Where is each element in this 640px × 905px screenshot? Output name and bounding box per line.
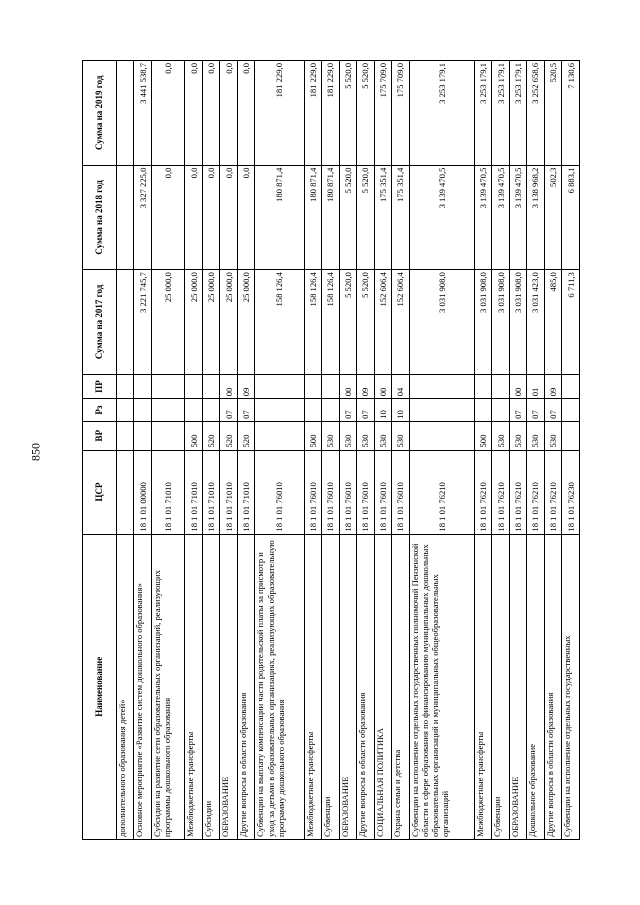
cell-y2017: 5 520,0 (339, 270, 356, 375)
cell-rz: 10 (392, 399, 409, 422)
cell-y2019: 520,5 (544, 61, 561, 166)
cell-name: дополнительного образования детей» (117, 534, 134, 839)
cell-y2019: 181 229,0 (322, 61, 339, 166)
cell-vr: 530 (492, 421, 509, 450)
cell-vr: 520 (220, 421, 237, 450)
cell-y2018: 3 327 225,0 (134, 165, 151, 270)
cell-rz (185, 399, 202, 422)
table-row (134, 61, 151, 840)
cell-name: Субвенции на выплату компенсации части родительской платы за присмотр и уход за детьми в образовательных организациях, реализующих образовательную программу дошкольного образования (255, 534, 304, 839)
cell-rz: 07 (509, 399, 526, 422)
cell-vr: 520 (237, 421, 254, 450)
cell-y2017: 3 031 908,0 (509, 270, 526, 375)
table-row (357, 61, 374, 840)
cell-y2017: 152 606,4 (374, 270, 391, 375)
header-vr: ВР (83, 421, 117, 450)
cell-y2019: 175 709,0 (392, 61, 409, 166)
table-row (374, 61, 391, 840)
cell-name: Субсидии (202, 534, 219, 839)
table-row (392, 61, 409, 840)
cell-pr (562, 374, 580, 399)
cell-y2019: 5 520,0 (357, 61, 374, 166)
cell-name: Субсидии на развитие сети образовательных организаций, реализующих программы дошкольного образования (151, 534, 184, 839)
cell-pr (255, 374, 304, 399)
cell-csr: 18 1 01 76210 (509, 450, 526, 534)
cell-y2019 (117, 61, 134, 166)
cell-vr: 530 (357, 421, 374, 450)
cell-y2018: 3 139 470,5 (409, 165, 474, 270)
cell-csr: 18 1 01 00000 (134, 450, 151, 534)
cell-csr: 18 1 01 76010 (322, 450, 339, 534)
cell-csr: 18 1 01 76010 (255, 450, 304, 534)
cell-rz: 07 (527, 399, 544, 422)
cell-pr: 01 (527, 374, 544, 399)
cell-y2017: 485,0 (544, 270, 561, 375)
cell-pr (202, 374, 219, 399)
table-container (82, 60, 580, 840)
cell-pr (134, 374, 151, 399)
cell-rz (117, 399, 134, 422)
cell-rz: 10 (374, 399, 391, 422)
cell-y2018: 5 520,0 (339, 165, 356, 270)
cell-rz (492, 399, 509, 422)
table-row (527, 61, 544, 840)
cell-y2018: 3 138 968,2 (527, 165, 544, 270)
cell-csr: 18 1 01 76010 (304, 450, 321, 534)
cell-name: Межбюджетные трансферты (185, 534, 202, 839)
cell-vr: 500 (185, 421, 202, 450)
cell-pr: 09 (237, 374, 254, 399)
cell-name: Субвенции (322, 534, 339, 839)
table-row (117, 61, 134, 840)
cell-y2018: 175 351,4 (392, 165, 409, 270)
cell-pr (151, 374, 184, 399)
cell-y2019: 3 252 658,6 (527, 61, 544, 166)
cell-vr (562, 421, 580, 450)
table-row (185, 61, 202, 840)
cell-vr: 530 (509, 421, 526, 450)
table-row (237, 61, 254, 840)
cell-vr: 500 (304, 421, 321, 450)
cell-rz: 07 (357, 399, 374, 422)
cell-y2019: 3 253 179,1 (474, 61, 491, 166)
cell-y2017: 3 031 423,0 (527, 270, 544, 375)
cell-csr: 18 1 01 76210 (474, 450, 491, 534)
cell-pr: 00 (339, 374, 356, 399)
cell-csr: 18 1 01 76210 (492, 450, 509, 534)
cell-y2019: 7 130,6 (562, 61, 580, 166)
header-2018: Сумма на 2018 год (83, 165, 117, 270)
header-name: Наименование (83, 534, 117, 839)
cell-name: Охрана семьи и детства (392, 534, 409, 839)
cell-rz (562, 399, 580, 422)
cell-vr (151, 421, 184, 450)
cell-vr: 530 (392, 421, 409, 450)
cell-rz (322, 399, 339, 422)
cell-rz (409, 399, 474, 422)
cell-vr: 530 (322, 421, 339, 450)
header-rz: Рз (83, 399, 117, 422)
cell-y2017 (117, 270, 134, 375)
cell-y2019: 3 253 179,1 (509, 61, 526, 166)
cell-vr: 500 (474, 421, 491, 450)
table-row (544, 61, 561, 840)
table-row (202, 61, 219, 840)
cell-y2017: 3 031 908,0 (409, 270, 474, 375)
cell-csr (117, 450, 134, 534)
cell-name: Другие вопросы в области образования (237, 534, 254, 839)
cell-name: ОБРАЗОВАНИЕ (509, 534, 526, 839)
cell-y2018: 0,0 (151, 165, 184, 270)
cell-rz: 07 (237, 399, 254, 422)
cell-y2019: 3 253 179,1 (492, 61, 509, 166)
cell-y2019: 0,0 (185, 61, 202, 166)
cell-pr: 00 (509, 374, 526, 399)
cell-name: Субвенции (492, 534, 509, 839)
cell-csr: 18 1 01 76210 (544, 450, 561, 534)
cell-vr (134, 421, 151, 450)
cell-csr: 18 1 01 76010 (357, 450, 374, 534)
cell-y2018: 3 139 470,5 (509, 165, 526, 270)
cell-y2018: 6 883,1 (562, 165, 580, 270)
cell-y2018: 175 351,4 (374, 165, 391, 270)
cell-pr: 04 (392, 374, 409, 399)
cell-csr: 18 1 01 76210 (527, 450, 544, 534)
cell-y2017: 25 000,0 (202, 270, 219, 375)
cell-vr: 530 (544, 421, 561, 450)
cell-rz (151, 399, 184, 422)
cell-vr: 520 (202, 421, 219, 450)
cell-y2019: 0,0 (220, 61, 237, 166)
table-header-row (83, 61, 117, 840)
cell-csr: 18 1 01 76010 (374, 450, 391, 534)
cell-csr: 18 1 01 76210 (409, 450, 474, 534)
table-row (509, 61, 526, 840)
header-pr: ПР (83, 374, 117, 399)
cell-y2019: 0,0 (151, 61, 184, 166)
cell-csr: 18 1 01 71010 (237, 450, 254, 534)
cell-y2017: 158 126,4 (322, 270, 339, 375)
cell-pr: 09 (357, 374, 374, 399)
table-row (492, 61, 509, 840)
cell-name: Межбюджетные трансферты (304, 534, 321, 839)
cell-rz: 07 (220, 399, 237, 422)
cell-y2018 (117, 165, 134, 270)
cell-y2017: 158 126,4 (304, 270, 321, 375)
rotated-table-frame (82, 60, 580, 840)
cell-rz (304, 399, 321, 422)
cell-vr: 530 (527, 421, 544, 450)
cell-y2019: 3 441 538,7 (134, 61, 151, 166)
table-body (117, 61, 580, 840)
cell-csr: 18 1 01 76010 (392, 450, 409, 534)
cell-y2018: 5 520,0 (357, 165, 374, 270)
cell-y2017: 3 221 745,7 (134, 270, 151, 375)
cell-csr: 18 1 01 71010 (185, 450, 202, 534)
cell-pr (322, 374, 339, 399)
cell-rz: 07 (544, 399, 561, 422)
cell-name: Субвенции на исполнение отдельных государственных (562, 534, 580, 839)
cell-y2017: 25 000,0 (185, 270, 202, 375)
cell-name: Субвенции на исполнение отдельных государственных полномочий Пензенской области в сфере образования по финансированию муниципальных дошкольных образовательных организаций и муниципальных общеобразовательных организаций (409, 534, 474, 839)
cell-name: СОЦИАЛЬНАЯ ПОЛИТИКА (374, 534, 391, 839)
cell-csr: 18 1 01 71010 (151, 450, 184, 534)
cell-rz (255, 399, 304, 422)
cell-rz (202, 399, 219, 422)
cell-y2018: 3 139 470,5 (474, 165, 491, 270)
cell-csr: 18 1 01 76010 (339, 450, 356, 534)
cell-pr: 00 (374, 374, 391, 399)
cell-y2019: 0,0 (202, 61, 219, 166)
table-row (151, 61, 184, 840)
cell-y2017: 25 000,0 (151, 270, 184, 375)
cell-pr: 09 (544, 374, 561, 399)
cell-rz (474, 399, 491, 422)
cell-y2019: 181 229,0 (304, 61, 321, 166)
table-row (409, 61, 474, 840)
cell-y2018: 3 139 470,5 (492, 165, 509, 270)
cell-vr: 530 (339, 421, 356, 450)
header-2017: Сумма на 2017 год (83, 270, 117, 375)
cell-pr: 00 (220, 374, 237, 399)
header-csr: ЦСР (83, 450, 117, 534)
budget-table (82, 60, 580, 840)
cell-y2018: 0,0 (202, 165, 219, 270)
cell-name: ОБРАЗОВАНИЕ (339, 534, 356, 839)
cell-y2018: 180 871,4 (255, 165, 304, 270)
cell-rz: 07 (339, 399, 356, 422)
cell-csr: 18 1 01 71010 (202, 450, 219, 534)
cell-vr: 530 (374, 421, 391, 450)
cell-csr: 18 1 01 76230 (562, 450, 580, 534)
cell-y2019: 5 520,0 (339, 61, 356, 166)
cell-name: Межбюджетные трансферты (474, 534, 491, 839)
cell-csr: 18 1 01 71010 (220, 450, 237, 534)
cell-vr (255, 421, 304, 450)
cell-y2019: 0,0 (237, 61, 254, 166)
table-row (255, 61, 304, 840)
cell-pr (117, 374, 134, 399)
cell-pr (304, 374, 321, 399)
cell-y2018: 0,0 (220, 165, 237, 270)
cell-vr (409, 421, 474, 450)
table-row (220, 61, 237, 840)
cell-y2017: 25 000,0 (220, 270, 237, 375)
cell-y2018: 180 871,4 (304, 165, 321, 270)
cell-y2019: 181 229,0 (255, 61, 304, 166)
cell-pr (409, 374, 474, 399)
cell-y2018: 502,3 (544, 165, 561, 270)
cell-y2018: 0,0 (237, 165, 254, 270)
table-row (474, 61, 491, 840)
cell-y2018: 180 871,4 (322, 165, 339, 270)
cell-y2017: 3 031 908,0 (474, 270, 491, 375)
cell-name: Дошкольное образование (527, 534, 544, 839)
table-row (304, 61, 321, 840)
cell-name: ОБРАЗОВАНИЕ (220, 534, 237, 839)
header-2019: Сумма на 2019 год (83, 61, 117, 166)
cell-y2017: 25 000,0 (237, 270, 254, 375)
table-row (322, 61, 339, 840)
cell-pr (185, 374, 202, 399)
cell-y2017: 158 126,4 (255, 270, 304, 375)
cell-y2018: 0,0 (185, 165, 202, 270)
cell-name: Другие вопросы в области образования (544, 534, 561, 839)
cell-pr (492, 374, 509, 399)
cell-rz (134, 399, 151, 422)
cell-name: Основное мероприятие «Развитие систем дошкольного образования» (134, 534, 151, 839)
cell-y2017: 5 520,0 (357, 270, 374, 375)
cell-pr (474, 374, 491, 399)
cell-name: Другие вопросы в области образования (357, 534, 374, 839)
cell-y2017: 6 711,3 (562, 270, 580, 375)
cell-y2019: 175 709,0 (374, 61, 391, 166)
page-number: 850 (28, 443, 43, 461)
table-row (562, 61, 580, 840)
cell-y2017: 3 031 908,0 (492, 270, 509, 375)
cell-y2019: 3 253 179,1 (409, 61, 474, 166)
cell-y2017: 152 606,4 (392, 270, 409, 375)
table-row (339, 61, 356, 840)
cell-vr (117, 421, 134, 450)
